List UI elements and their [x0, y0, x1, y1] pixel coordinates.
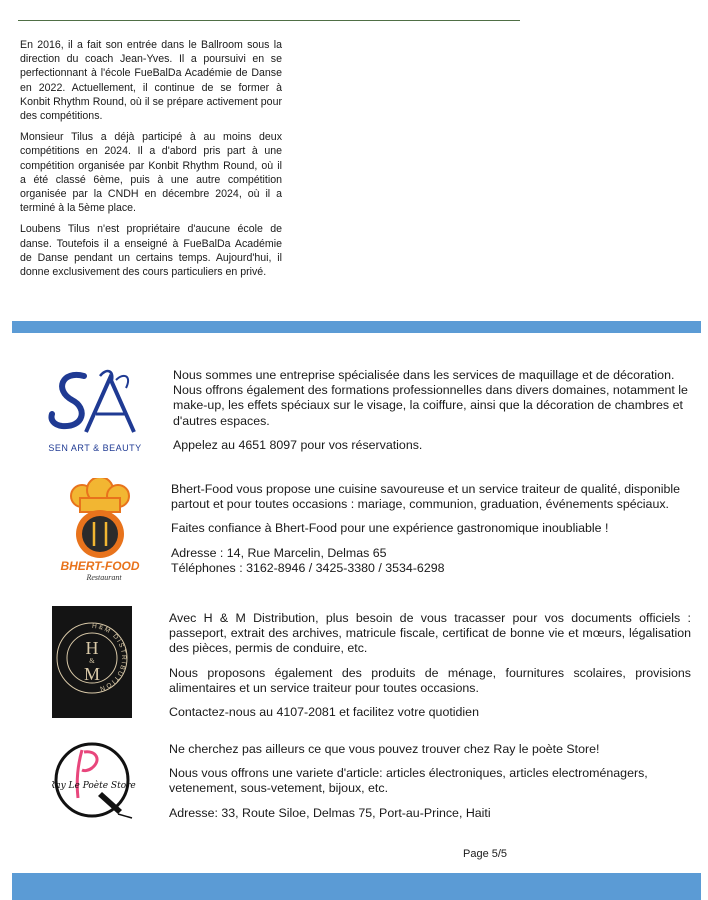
bhert-food-trust: Faites confiance à Bhert-Food pour une expérience gastronomique inoubliable ! — [171, 521, 609, 536]
bhert-food-ad — [171, 482, 691, 585]
hm-logo-ring-text: H&M DISTRIBUTION — [91, 622, 127, 693]
ray-store-logo — [52, 740, 136, 822]
bhert-food-phones: Téléphones : 3162-8946 / 3425-3380 / 3534-6298 — [171, 560, 445, 575]
sen-art-ad — [173, 368, 693, 462]
hm-logo-ampersand: & — [89, 657, 95, 665]
hm-products: Nous proposons également des produits de ménage, fournitures scolaires, provisions alimentaires et un service traiteur pour toutes occasions. — [169, 665, 691, 695]
article-paragraph-2: Monsieur Tilus a déjà participé à au moins deux compétitions en 2024. Il a d'abord pris part à une compétition organisée par Konbit Rhythm Round, où il a été classé 6ème, puis à une autre compétition organisée par la CNDH en décembre 2024, où il a terminé à la 5ème place. — [20, 131, 282, 215]
bhert-food-logo — [52, 478, 152, 582]
hm-contact: Contactez-nous au 4107-2081 et facilitez votre quotidien — [169, 705, 479, 720]
page-number: Page 5/5 — [463, 848, 508, 860]
top-divider — [18, 20, 520, 21]
hm-logo-m: M — [83, 664, 101, 684]
blue-band-divider — [12, 321, 701, 333]
blue-band-footer — [12, 873, 701, 900]
bhert-food-logo-sub: Restaurant — [86, 573, 122, 582]
hm-description: Avec H & M Distribution, plus besoin de vous tracasser pour vos documents officiels : passeport, extrait des archives, matricule fiscale, certificat de bonne vie et mœurs, légalisation des pièces, permis de conduire, etc. — [169, 611, 691, 656]
article-paragraph-1: En 2016, il a fait son entrée dans le Ballroom sous la direction du coach Jean-Yves. Il a poursuivi en se perfectionnant à l'école FueBalDa Académie de Danse en 2022. Actuellement, il continue de se former à Konbit Rhythm Round, où il se prépare activement pour des compétitions. — [20, 39, 282, 123]
sen-art-call: Appelez au 4651 8097 pour vos réservations. — [173, 437, 423, 452]
bhert-food-address: Adresse : 14, Rue Marcelin, Delmas 65 — [171, 545, 387, 560]
ray-store-ad — [169, 742, 693, 830]
hm-logo-h: H — [85, 638, 99, 658]
ray-logo-text: Ray Le Poète Store — [52, 781, 136, 791]
article-text — [20, 38, 282, 286]
hm-distribution-ad — [169, 611, 691, 729]
hm-distribution-logo — [52, 606, 132, 718]
ray-intro: Ne cherchez pas ailleurs ce que vous pouvez trouver chez Ray le poète Store! — [169, 742, 600, 756]
ray-offer: Nous vous offrons une variete d'article: articles électroniques, articles electroménagers, vetenement, sous-vetement, bijoux, etc. — [169, 766, 648, 796]
sen-art-logo — [40, 362, 150, 458]
sen-art-description: Nous sommes une entreprise spécialisée dans les services de maquillage et de décoration. Nous offrons également des formations professionnelles dans divers domaines, notamment le make-up, les effets spéciaux sur le visage, la coiffure, ainsi que la décoration de chambres et d'autres espaces. — [173, 368, 688, 428]
bhert-food-logo-name: BHERT-FOOD — [60, 559, 140, 573]
bhert-food-description: Bhert-Food vous propose une cuisine savoureuse et un service traiteur de qualité, disponible partout et pour toutes occasions : mariage, communion, graduation, événements spéciaux. — [171, 482, 681, 512]
ray-address: Adresse: 33, Route Siloe, Delmas 75, Port-au-Prince, Haiti — [169, 805, 491, 820]
article-paragraph-3: Loubens Tilus n'est propriétaire d'aucune école de danse. Toutefois il a enseigné à FueBalDa Académie de Danse pendant un certains temps. Aujourd'hui, il donne exclusivement des cours particuliers en privé. — [20, 223, 282, 279]
sen-art-caption: SEN ART & BEAUTY — [48, 443, 142, 453]
